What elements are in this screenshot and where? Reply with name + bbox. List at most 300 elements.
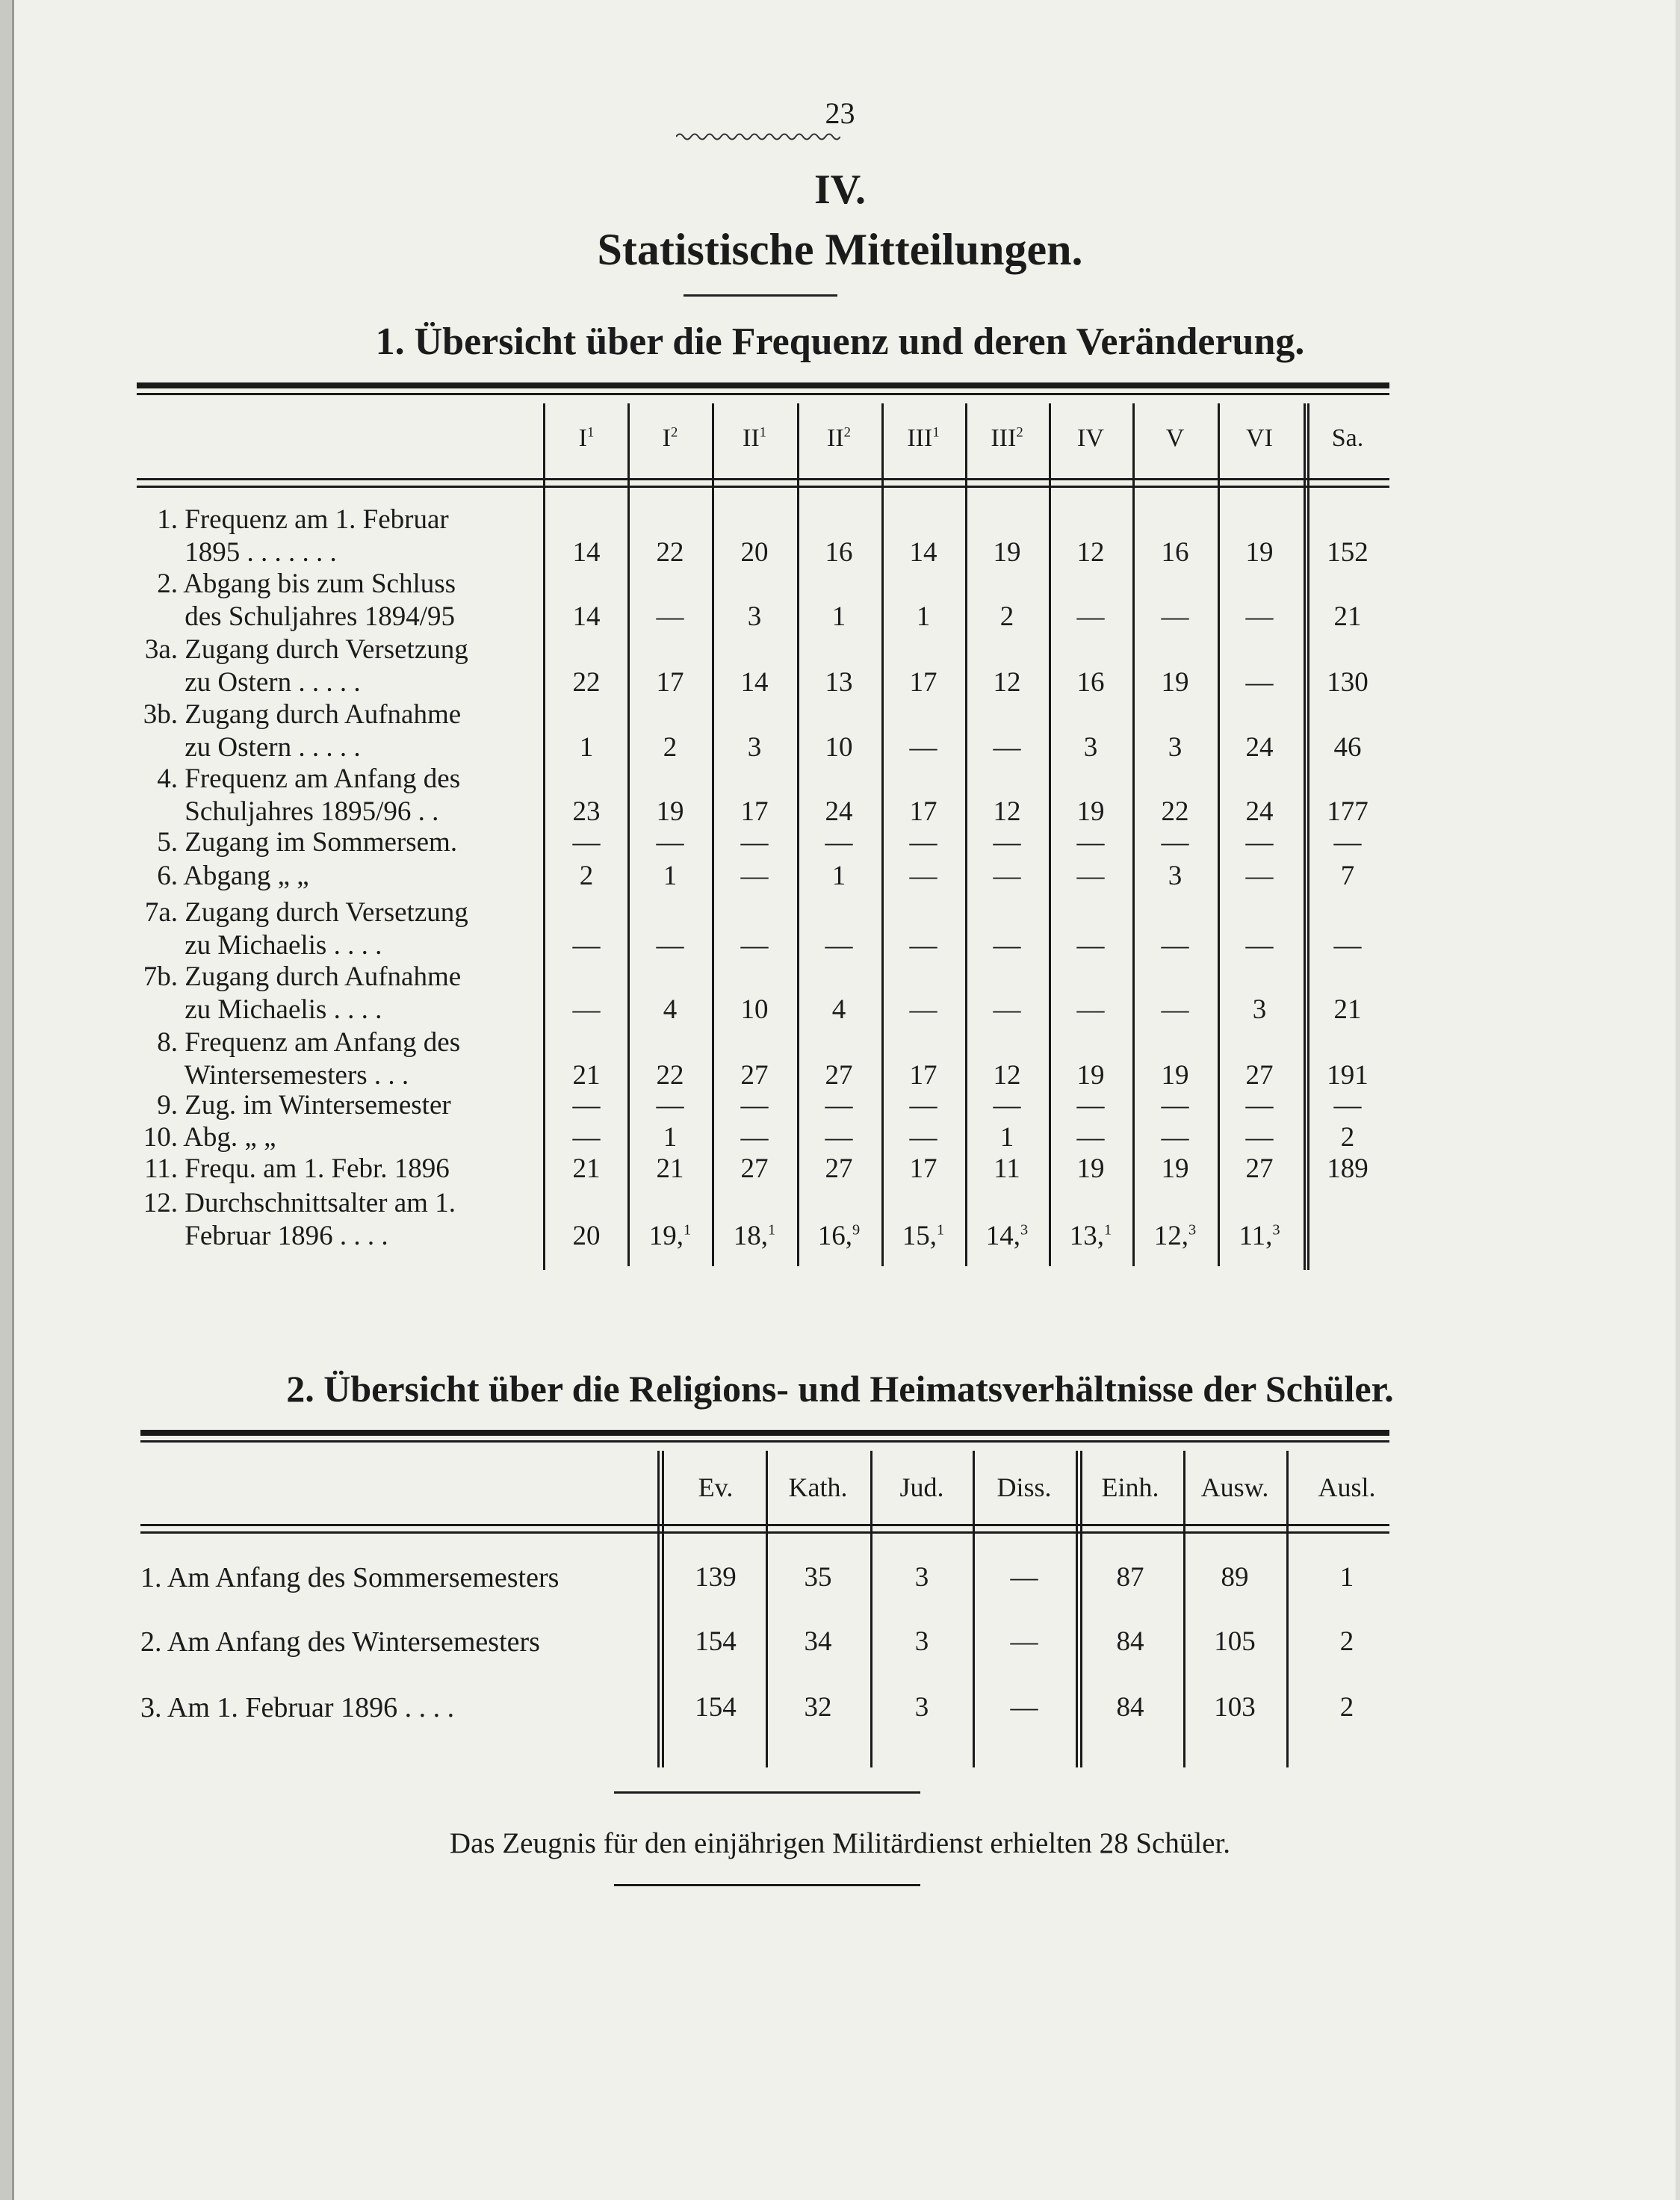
table-cell: 19 (1076, 796, 1105, 827)
table-cell: 19 (1076, 1153, 1105, 1184)
cell-value: 15, (902, 1221, 937, 1251)
row-label-line (139, 1187, 535, 1220)
table-row-label: 1. Am Anfang des Sommersemesters (140, 1562, 560, 1593)
column-header: Kath. (788, 1472, 848, 1502)
table-cell: 23 (572, 796, 601, 827)
table2-title: 2. Übersicht über die Religions- und Heimatsverhältnisse der Schüler. (286, 1368, 1394, 1410)
table-cell: 21 (1333, 601, 1362, 632)
table-cell: 1 (579, 732, 594, 763)
table-cell (798, 1220, 880, 1252)
table-cell: 19 (993, 537, 1021, 568)
table-cell: 16 (1161, 537, 1189, 568)
chapter-number: IV. (813, 167, 866, 213)
table-cell: 84 (1116, 1626, 1144, 1657)
row-label-text: Abgang bis zum Schluss (178, 568, 456, 599)
table-cell: 20 (572, 1221, 601, 1251)
table-cell: 27 (1245, 1060, 1274, 1091)
row-label-line (139, 601, 535, 633)
table-row-label (139, 961, 535, 1026)
column-header-main: III (907, 424, 933, 452)
table2-column-line (1076, 1451, 1078, 1767)
cell-value: 19, (648, 1221, 684, 1251)
table-cell: — (740, 930, 769, 961)
table-cell: — (1161, 994, 1189, 1025)
row-label-line (139, 503, 535, 536)
table-row-label (139, 1026, 535, 1092)
table-cell: — (909, 1122, 937, 1153)
row-label-text: zu Michaelis . . . . (178, 930, 382, 961)
table2-column-line (766, 1451, 768, 1767)
row-label-line (139, 1121, 535, 1154)
row-number: 6. (157, 861, 178, 891)
table-cell: 17 (909, 1060, 937, 1091)
table-row-label (139, 698, 535, 764)
table-cell: — (1161, 601, 1189, 632)
table-row-label (139, 633, 535, 699)
table-cell: — (1245, 601, 1274, 632)
column-header-main: III (991, 424, 1017, 452)
row-label-text: Wintersemesters . . . (178, 1060, 409, 1091)
column-header-main: V (1165, 424, 1185, 452)
table1-top-rule (137, 382, 1389, 388)
table2-column-line (662, 1451, 664, 1767)
cell-value: 12, (1153, 1221, 1189, 1251)
column-header (1050, 424, 1132, 453)
table-cell: — (1161, 1122, 1189, 1153)
table-cell: 22 (1161, 796, 1189, 827)
page-title: Statistische Mitteilungen. (597, 225, 1083, 274)
row-label-text: Abg. „ „ (178, 1122, 276, 1153)
table-cell: — (1010, 1692, 1038, 1723)
cell-decimal: 3 (1272, 1221, 1280, 1239)
column-header-main: I (578, 424, 587, 452)
row-label-text: Februar 1896 . . . . (178, 1221, 388, 1251)
table-cell: 3 (747, 732, 762, 763)
row-label-line (139, 796, 535, 828)
table-cell (1050, 1220, 1132, 1252)
table-cell: 2 (1339, 1626, 1354, 1657)
table-cell: 3 (1252, 994, 1267, 1025)
cell-decimal: 9 (852, 1221, 861, 1239)
row-label-line (139, 860, 535, 893)
table-cell: 46 (1333, 732, 1362, 763)
table-cell: 35 (804, 1562, 832, 1593)
table-cell: — (1161, 827, 1189, 858)
table1-column-line (1304, 403, 1306, 1270)
table1-header-rule (137, 478, 1389, 480)
table2-top-rule-thin (140, 1440, 1389, 1443)
table2-header-rule (140, 1531, 1389, 1534)
table-cell: 16 (1076, 667, 1105, 698)
column-header: Ev. (698, 1472, 734, 1502)
row-number: 1. (157, 504, 178, 535)
divider (614, 1791, 920, 1794)
table-cell: 24 (1245, 796, 1274, 827)
row-label-text: Zugang durch Aufnahme (178, 699, 462, 730)
table-cell: — (740, 861, 769, 891)
row-number: 3a. (144, 634, 178, 665)
table-cell (1218, 1220, 1301, 1252)
table-cell: — (993, 827, 1021, 858)
row-label-text: Zugang im Sommersem. (178, 827, 458, 858)
table-cell: 154 (695, 1692, 737, 1723)
table-cell: 12 (993, 667, 1021, 698)
column-header-sup: 2 (670, 424, 678, 441)
table-cell: 16 (825, 537, 853, 568)
footer-note: Das Zeugnis für den einjährigen Militärdienst erhielten 28 Schüler. (449, 1827, 1231, 1859)
table-cell: — (1333, 930, 1362, 961)
table-cell: 3 (914, 1692, 929, 1723)
table-cell: — (1076, 1090, 1105, 1121)
column-header (1218, 424, 1301, 453)
table-cell: 152 (1327, 537, 1369, 568)
row-label-text: zu Ostern . . . . . (178, 732, 361, 763)
table-cell: 12 (993, 796, 1021, 827)
table1-title: 1. Übersicht über die Frequenz und deren Veränderung. (375, 320, 1305, 363)
table-cell: 20 (740, 537, 769, 568)
table2-column-line (870, 1451, 872, 1767)
table-cell: 105 (1214, 1626, 1256, 1657)
table-cell: — (1245, 1122, 1274, 1153)
table-row-label (139, 1153, 535, 1186)
table-cell: — (993, 1090, 1021, 1121)
table-cell: 4 (663, 994, 678, 1025)
table-cell: — (993, 732, 1021, 763)
table-cell: 191 (1327, 1060, 1369, 1091)
table-cell: — (1076, 930, 1105, 961)
row-label-text: Frequenz am Anfang des (178, 1027, 461, 1058)
row-label-text: zu Michaelis . . . . (178, 994, 382, 1025)
table-cell: 24 (825, 796, 853, 827)
row-label-line (139, 763, 535, 796)
page-number: 23 (825, 96, 855, 130)
row-label-text: 1895 . . . . . . . (178, 537, 337, 568)
row-number: 9. (157, 1090, 178, 1121)
row-label-text: Frequ. am 1. Febr. 1896 (178, 1153, 450, 1184)
table-cell: 1 (831, 601, 846, 632)
table2-top-rule (140, 1430, 1389, 1436)
table-cell: 21 (572, 1153, 601, 1184)
table-cell: 2 (579, 861, 594, 891)
table-cell: — (1010, 1562, 1038, 1593)
row-label-text: Zugang durch Versetzung (178, 897, 468, 928)
table-row-label (139, 860, 535, 893)
row-label-line (139, 994, 535, 1026)
table-cell: 19 (1245, 537, 1274, 568)
table-cell: — (572, 994, 601, 1025)
table-cell: 27 (825, 1153, 853, 1184)
table-cell: — (909, 732, 937, 763)
table-cell: 21 (572, 1060, 601, 1091)
row-label-line (139, 633, 535, 666)
table-cell (629, 1220, 711, 1252)
column-header: Ausl. (1318, 1472, 1376, 1502)
table-cell: — (1076, 861, 1105, 891)
row-label-line (139, 568, 535, 601)
cell-value: 11, (1239, 1221, 1273, 1251)
table-cell: 19 (1161, 1060, 1189, 1091)
row-label-line (139, 1026, 535, 1059)
ornament-squiggle (676, 131, 840, 142)
table-cell (713, 1220, 796, 1252)
table-cell: 14 (572, 537, 601, 568)
table-row-label (139, 826, 535, 859)
table-cell: — (1245, 930, 1274, 961)
table-cell: — (656, 930, 684, 961)
table-cell: — (909, 827, 937, 858)
divider (614, 1884, 920, 1886)
table-cell: — (1161, 1090, 1189, 1121)
row-label-line (139, 961, 535, 994)
table-cell: 17 (740, 796, 769, 827)
table-cell: — (1245, 667, 1274, 698)
table-cell: — (740, 1090, 769, 1121)
column-header (1307, 424, 1389, 453)
table-cell: — (656, 827, 684, 858)
table-cell: — (1333, 1090, 1362, 1121)
table-cell: — (572, 930, 601, 961)
table-cell: — (656, 601, 684, 632)
row-label-text: Zugang durch Aufnahme (178, 961, 462, 992)
table-cell: 21 (1333, 994, 1362, 1025)
table-cell: 139 (695, 1562, 737, 1593)
table-cell: 189 (1327, 1153, 1369, 1184)
table-cell: — (572, 827, 601, 858)
row-number: 7a. (144, 897, 178, 928)
table-cell: — (909, 930, 937, 961)
table-cell: 12 (1076, 537, 1105, 568)
row-number: 10. (143, 1122, 178, 1153)
table-cell: 3 (1083, 732, 1098, 763)
table-cell: 10 (825, 732, 853, 763)
column-header-main: Sa. (1331, 424, 1364, 452)
table1-top-rule-thin (137, 393, 1389, 395)
table-cell: — (909, 1090, 937, 1121)
row-label-text: des Schuljahres 1894/95 (178, 601, 455, 632)
table-cell: 10 (740, 994, 769, 1025)
table-cell: 14 (572, 601, 601, 632)
row-label-line (139, 666, 535, 699)
table2-column-line (657, 1451, 660, 1767)
cell-value: 16, (817, 1221, 853, 1251)
row-label-text: Zugang durch Versetzung (178, 634, 468, 665)
row-label-text: Frequenz am 1. Februar (178, 504, 449, 535)
row-label-line (139, 929, 535, 962)
table-cell: 17 (656, 667, 684, 698)
table-cell: — (740, 1122, 769, 1153)
table-cell: 1 (999, 1122, 1014, 1153)
column-header (882, 424, 964, 453)
table-cell: — (1245, 827, 1274, 858)
table-cell: — (1161, 930, 1189, 961)
table-cell: 27 (740, 1153, 769, 1184)
row-number: 12. (143, 1188, 178, 1218)
table-cell: 21 (656, 1153, 684, 1184)
table-cell: 2 (1339, 1692, 1354, 1723)
row-label-text: Abgang „ „ (178, 861, 309, 891)
title-divider (684, 294, 837, 297)
row-label-line (139, 1220, 535, 1253)
column-header: Einh. (1101, 1472, 1159, 1502)
column-header: Jud. (899, 1472, 944, 1502)
table-cell: 3 (1168, 861, 1182, 891)
table-cell: — (993, 994, 1021, 1025)
table-cell: 19 (1161, 667, 1189, 698)
table-cell: 1 (1339, 1562, 1354, 1593)
cell-value: 18, (733, 1221, 769, 1251)
row-label-text: Schuljahres 1895/96 . . (178, 796, 439, 827)
column-header (545, 424, 627, 453)
table-row-label (139, 1089, 535, 1122)
cell-value: 14, (985, 1221, 1021, 1251)
table-cell: 17 (909, 796, 937, 827)
table-cell: — (1245, 861, 1274, 891)
table-cell: 4 (831, 994, 846, 1025)
cell-decimal: 3 (1188, 1221, 1197, 1239)
row-label-line (139, 1089, 535, 1122)
table2-column-line (1183, 1451, 1185, 1767)
table-cell: 19 (1076, 1060, 1105, 1091)
table-cell: — (993, 861, 1021, 891)
table-cell: 3 (747, 601, 762, 632)
table-cell: — (825, 930, 853, 961)
table-cell: — (825, 1122, 853, 1153)
column-header (1134, 424, 1216, 453)
table-cell: 3 (914, 1562, 929, 1593)
table-cell: 19 (656, 796, 684, 827)
row-label-line (139, 698, 535, 731)
cell-value: 13, (1069, 1221, 1105, 1251)
column-header-sup: 2 (843, 424, 851, 441)
table-cell: — (740, 827, 769, 858)
table-cell: 1 (663, 861, 678, 891)
row-label-line (139, 536, 535, 569)
table-row-label (139, 568, 535, 633)
table-cell: 14 (740, 667, 769, 698)
table-cell: — (825, 1090, 853, 1121)
table-cell: — (909, 994, 937, 1025)
table-cell: 2 (999, 601, 1014, 632)
column-header-sup: 1 (932, 424, 940, 441)
column-header (798, 424, 880, 453)
table-cell: — (572, 1122, 601, 1153)
table-cell: — (1076, 601, 1105, 632)
table1-header-rule (137, 486, 1389, 488)
table2-column-line (973, 1451, 975, 1767)
cell-decimal: 3 (1020, 1221, 1029, 1239)
table-cell: — (825, 827, 853, 858)
table-cell: — (572, 1090, 601, 1121)
row-label-line (139, 826, 535, 859)
table-cell: 154 (695, 1626, 737, 1657)
table-cell: 22 (656, 1060, 684, 1091)
table-cell: 19 (1161, 1153, 1189, 1184)
column-header-main: II (743, 424, 760, 452)
table-row-label (139, 896, 535, 962)
row-label-line (139, 896, 535, 929)
row-label-text: Frequenz am Anfang des (178, 763, 461, 794)
cell-decimal: 1 (684, 1221, 692, 1239)
table-cell: — (1333, 827, 1362, 858)
column-header-sup: 2 (1016, 424, 1023, 441)
column-header-main: VI (1246, 424, 1273, 452)
table-cell: — (1076, 1122, 1105, 1153)
table-cell: 22 (572, 667, 601, 698)
table-cell: 22 (656, 537, 684, 568)
table-cell: 34 (804, 1626, 832, 1657)
table-cell: 2 (663, 732, 678, 763)
table-cell: — (1076, 827, 1105, 858)
table-row-label: 2. Am Anfang des Wintersemesters (140, 1626, 540, 1658)
column-header: Ausw. (1200, 1472, 1269, 1502)
table-cell: 17 (909, 1153, 937, 1184)
table-row-label (139, 503, 535, 569)
column-header (713, 424, 796, 453)
table-cell: 27 (740, 1060, 769, 1091)
table-cell: 11 (994, 1153, 1020, 1184)
column-header (629, 424, 711, 453)
column-header-main: I (662, 424, 671, 452)
table-cell: — (909, 861, 937, 891)
cell-decimal: 1 (1104, 1221, 1112, 1239)
table-cell: 84 (1116, 1692, 1144, 1723)
row-label-text: zu Ostern . . . . . (178, 667, 361, 698)
table-cell (1134, 1220, 1216, 1252)
table-cell: 17 (909, 667, 937, 698)
column-header-sup: 1 (586, 424, 595, 441)
cell-decimal: 1 (937, 1221, 945, 1239)
table-cell (966, 1220, 1048, 1252)
table-cell: 27 (825, 1060, 853, 1091)
row-number: 11. (144, 1153, 178, 1184)
table-cell (882, 1220, 964, 1252)
table-cell: 1 (663, 1122, 678, 1153)
table-cell: 12 (993, 1060, 1021, 1091)
row-label-text: Zug. im Wintersemester (178, 1090, 451, 1121)
table-cell: — (1245, 1090, 1274, 1121)
table-cell: 130 (1327, 667, 1369, 698)
table-cell: 14 (909, 537, 937, 568)
column-header: Diss. (996, 1472, 1052, 1502)
table-cell: 3 (1168, 732, 1182, 763)
table-cell: 7 (1340, 861, 1355, 891)
table-cell: 13 (825, 667, 853, 698)
row-number: 3b. (143, 699, 178, 730)
row-label-line (139, 1059, 535, 1092)
table-row-label (139, 1187, 535, 1253)
table-cell: 27 (1245, 1153, 1274, 1184)
table2-header-rule (140, 1524, 1389, 1526)
table-cell: — (1010, 1626, 1038, 1657)
row-label-text: Durchschnittsalter am 1. (178, 1188, 456, 1218)
table-cell: 2 (1340, 1122, 1355, 1153)
table2-column-line (1286, 1451, 1289, 1767)
table-cell: — (656, 1090, 684, 1121)
table-cell: 32 (804, 1692, 832, 1723)
cell-decimal: 1 (768, 1221, 776, 1239)
column-header-main: II (827, 424, 844, 452)
row-number: 8. (157, 1027, 178, 1058)
table-cell: 1 (831, 861, 846, 891)
table-cell: 1 (916, 601, 931, 632)
table-cell: 177 (1327, 796, 1369, 827)
table-cell: 103 (1214, 1692, 1256, 1723)
table-row-label (139, 763, 535, 828)
table-cell: 89 (1221, 1562, 1249, 1593)
table-cell: 24 (1245, 732, 1274, 763)
table-cell: — (1076, 994, 1105, 1025)
column-header-sup: 1 (759, 424, 766, 441)
